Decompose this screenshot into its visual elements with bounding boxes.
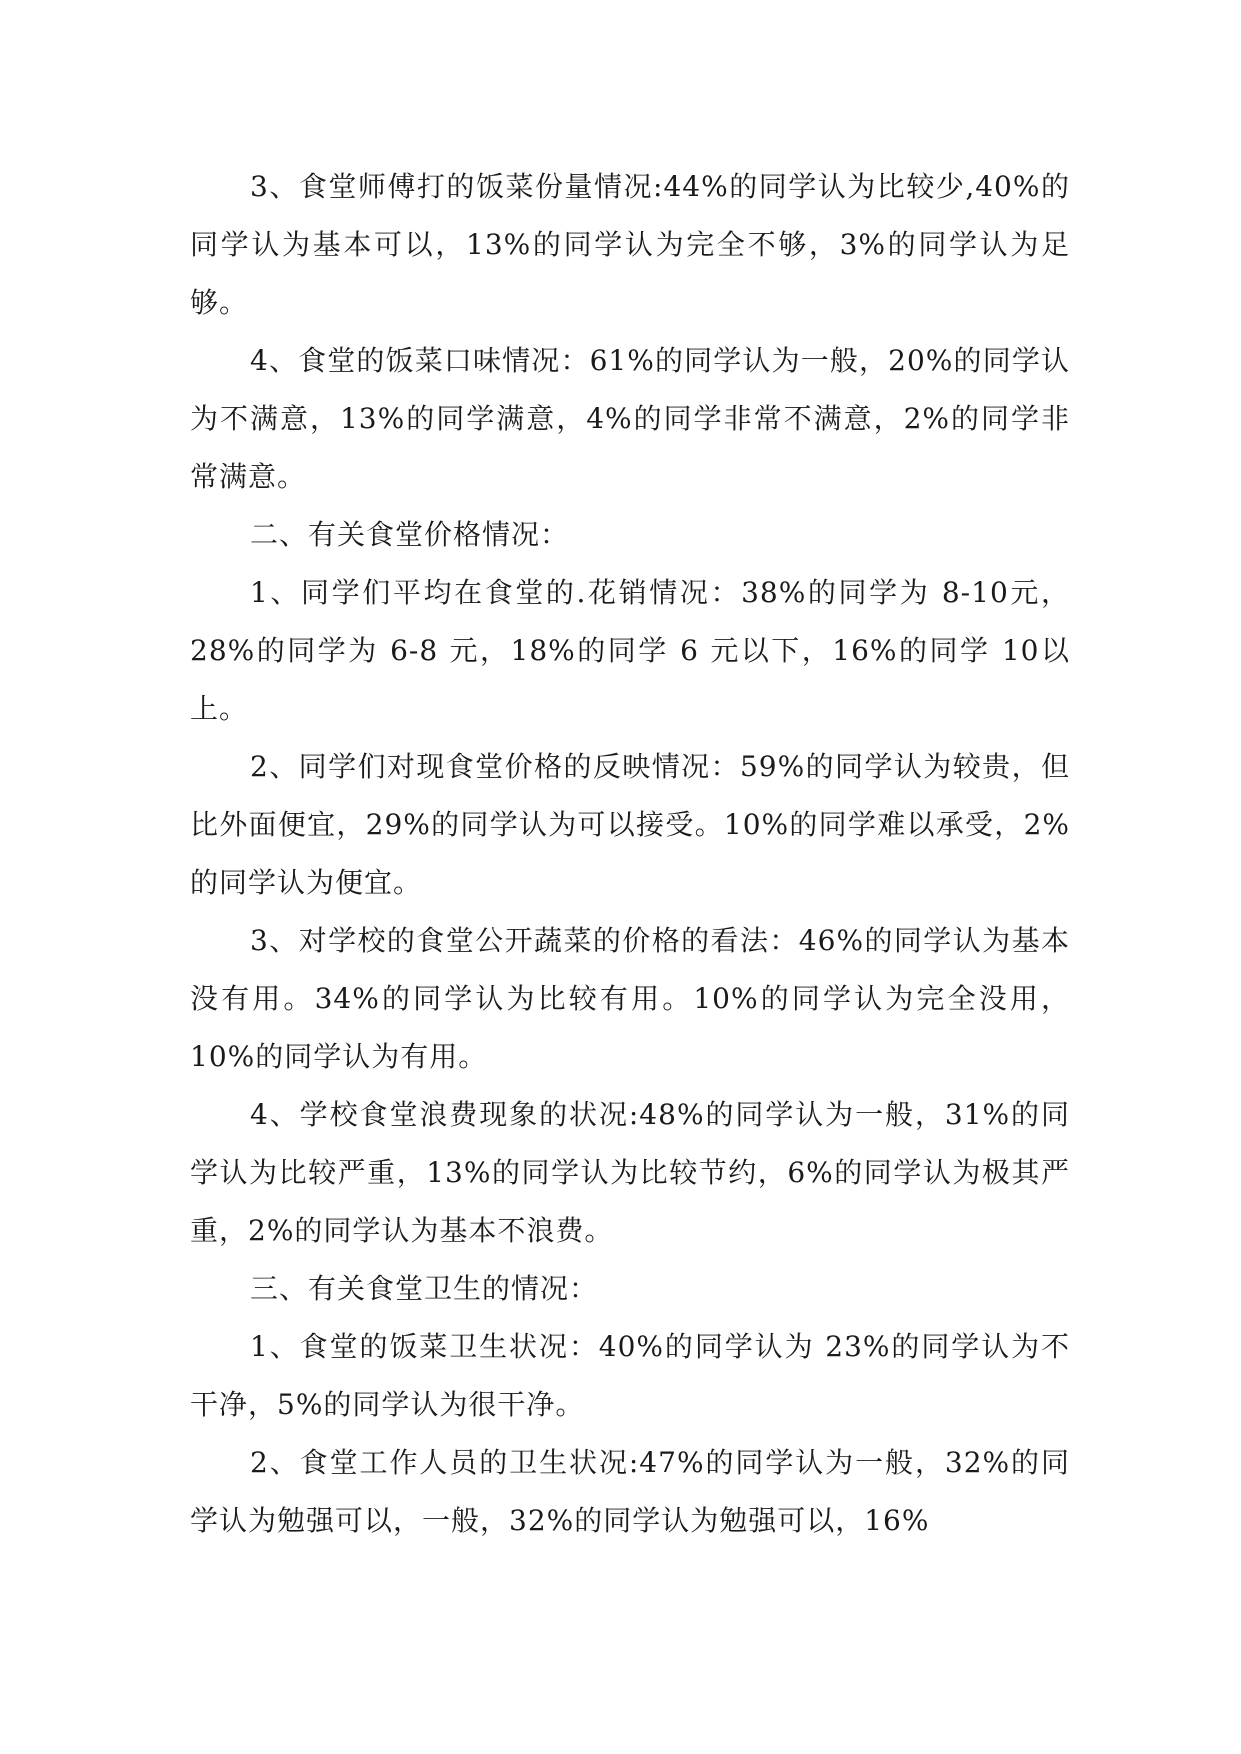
- paragraph-taste: 4、食堂的饭菜口味情况：61%的同学认为一般，20%的同学认为不满意，13%的同学满意，4%的同学非常不满意，2%的同学非常满意。: [190, 344, 1070, 493]
- paragraph-spending: 1、同学们平均在食堂的.花销情况：38%的同学为 8-10元，28%的同学为 6-8 元，18%的同学 6 元以下，16%的同学 10以上。: [190, 576, 1070, 725]
- paragraph-waste: 4、学校食堂浪费现象的状况:48%的同学认为一般，31%的同学认为比较严重，13%的同学认为比较节约，6%的同学认为极其严重，2%的同学认为基本不浪费。: [190, 1098, 1070, 1247]
- document-body: [190, 158, 1070, 1550]
- paragraph-food-hygiene: 1、食堂的饭菜卫生状况：40%的同学认为 23%的同学认为不干净，5%的同学认为很干净。: [190, 1330, 1070, 1421]
- paragraph-price-disclosure: 3、对学校的食堂公开蔬菜的价格的看法：46%的同学认为基本没有用。34%的同学认为比较有用。10%的同学认为完全没用，10%的同学认为有用。: [190, 924, 1070, 1073]
- section-heading-price: 二、有关食堂价格情况：: [250, 518, 570, 551]
- paragraph-staff-hygiene: 2、食堂工作人员的卫生状况:47%的同学认为一般，32%的同学认为勉强可以，一般，32%的同学认为勉强可以，16%: [190, 1446, 1070, 1537]
- paragraph-portion-size: 3、食堂师傅打的饭菜份量情况:44%的同学认为比较少,40%的同学认为基本可以，13%的同学认为完全不够，3%的同学认为足够。: [190, 170, 1070, 319]
- paragraph-price-reaction: 2、同学们对现食堂价格的反映情况：59%的同学认为较贵，但比外面便宜，29%的同学认为可以接受。10%的同学难以承受，2%的同学认为便宜。: [190, 750, 1070, 899]
- section-heading-hygiene: 三、有关食堂卫生的情况：: [250, 1272, 599, 1305]
